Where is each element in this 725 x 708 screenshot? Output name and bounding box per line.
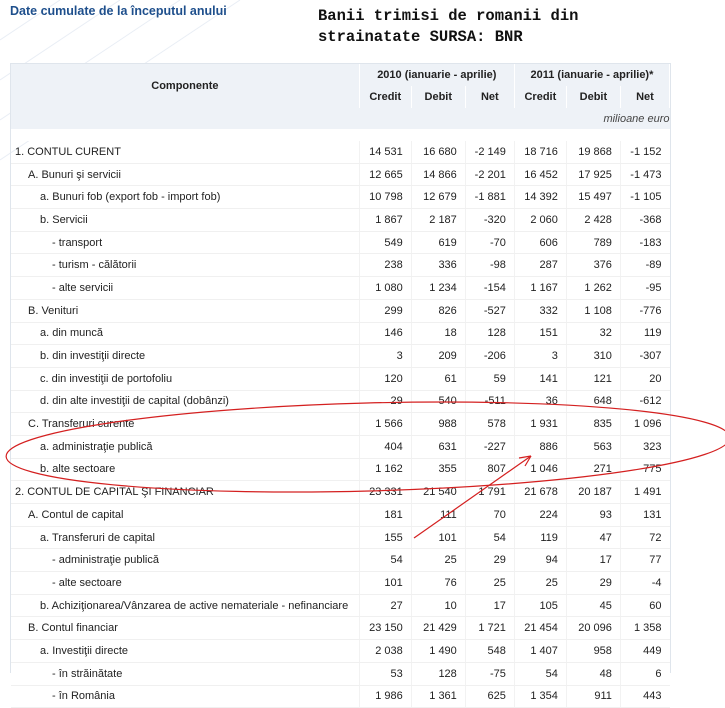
cell-credit-2010: 27: [359, 594, 411, 617]
cell-net-2011: 6: [620, 662, 669, 685]
cell-credit-2011: 606: [514, 231, 566, 254]
cell-net-2010: 128: [465, 322, 514, 345]
table-row: [11, 345, 670, 368]
table-row: [11, 617, 670, 640]
table-row: [11, 662, 670, 685]
cell-credit-2011: 14 392: [514, 186, 566, 209]
cell-net-2010: 59: [465, 367, 514, 390]
cell-net-2010: 1 791: [465, 481, 514, 504]
row-label: A. Contul de capital: [11, 504, 359, 527]
cell-net-2011: 60: [620, 594, 669, 617]
balance-of-payments-table: [11, 64, 670, 708]
row-label: - în România: [11, 685, 359, 708]
cell-debit-2010: 1 234: [411, 277, 465, 300]
cell-credit-2011: 21 678: [514, 481, 566, 504]
row-label: 2. CONTUL DE CAPITAL ŞI FINANCIAR: [11, 481, 359, 504]
cell-net-2010: 578: [465, 413, 514, 436]
row-label: b. Achiziţionarea/Vânzarea de active nemateriale - nefinanciare: [11, 594, 359, 617]
row-label: A. Bunuri şi servicii: [11, 163, 359, 186]
row-label: C. Transferuri curente: [11, 413, 359, 436]
header-net-2011: Net: [620, 86, 669, 108]
row-label: d. din alte investiţii de capital (dobânzi): [11, 390, 359, 413]
table-row: [11, 254, 670, 277]
cell-credit-2011: 1 167: [514, 277, 566, 300]
cell-net-2011: -183: [620, 231, 669, 254]
cell-credit-2011: 1 931: [514, 413, 566, 436]
row-label: 1. CONTUL CURENT: [11, 141, 359, 163]
header-row-periods: [11, 64, 670, 86]
cell-credit-2010: 181: [359, 504, 411, 527]
cell-credit-2011: 886: [514, 435, 566, 458]
cell-net-2010: -98: [465, 254, 514, 277]
cell-debit-2010: 355: [411, 458, 465, 481]
cell-debit-2011: 45: [566, 594, 620, 617]
cell-credit-2010: 155: [359, 526, 411, 549]
table-row: [11, 640, 670, 663]
cell-credit-2011: 224: [514, 504, 566, 527]
cell-credit-2010: 12 665: [359, 163, 411, 186]
table-row: [11, 413, 670, 436]
cell-net-2010: -227: [465, 435, 514, 458]
cell-debit-2011: 958: [566, 640, 620, 663]
table-body: [11, 141, 670, 708]
cell-net-2010: -75: [465, 662, 514, 685]
row-label: - alte sectoare: [11, 572, 359, 595]
cell-debit-2010: 101: [411, 526, 465, 549]
cell-debit-2011: 1 262: [566, 277, 620, 300]
cell-net-2011: 1 491: [620, 481, 669, 504]
cell-credit-2011: 2 060: [514, 209, 566, 232]
table-row: [11, 231, 670, 254]
row-label: a. administraţie publică: [11, 435, 359, 458]
cell-debit-2011: 376: [566, 254, 620, 277]
cell-debit-2010: 2 187: [411, 209, 465, 232]
row-label: B. Contul financiar: [11, 617, 359, 640]
cell-net-2010: -70: [465, 231, 514, 254]
cell-net-2011: -1 152: [620, 141, 669, 163]
cell-net-2010: 29: [465, 549, 514, 572]
cell-debit-2010: 18: [411, 322, 465, 345]
cell-debit-2010: 61: [411, 367, 465, 390]
table-row: [11, 186, 670, 209]
cell-debit-2011: 121: [566, 367, 620, 390]
cell-debit-2010: 128: [411, 662, 465, 685]
cell-net-2011: 1 096: [620, 413, 669, 436]
table-frame-right: [670, 63, 671, 673]
row-label: - administraţie publică: [11, 549, 359, 572]
cell-credit-2010: 1 162: [359, 458, 411, 481]
cell-debit-2010: 631: [411, 435, 465, 458]
cell-credit-2010: 23 331: [359, 481, 411, 504]
cell-debit-2010: 826: [411, 299, 465, 322]
cell-credit-2010: 3: [359, 345, 411, 368]
cell-debit-2011: 563: [566, 435, 620, 458]
cell-credit-2011: 16 452: [514, 163, 566, 186]
header-debit-2010: Debit: [411, 86, 465, 108]
note-line-1: Banii trimisi de romanii din: [318, 7, 579, 25]
header-debit-2011: Debit: [566, 86, 620, 108]
row-label: - în străinătate: [11, 662, 359, 685]
page-title: Date cumulate de la începutul anului: [10, 4, 227, 18]
cell-debit-2011: 19 868: [566, 141, 620, 163]
cell-debit-2011: 48: [566, 662, 620, 685]
cell-credit-2011: 287: [514, 254, 566, 277]
cell-net-2011: -368: [620, 209, 669, 232]
cell-debit-2011: 648: [566, 390, 620, 413]
row-label: - alte servicii: [11, 277, 359, 300]
cell-debit-2010: 1 361: [411, 685, 465, 708]
cell-net-2011: -776: [620, 299, 669, 322]
cell-net-2011: 119: [620, 322, 669, 345]
cell-credit-2011: 151: [514, 322, 566, 345]
table-row: [11, 163, 670, 186]
note-line-2: strainatate SURSA: BNR: [318, 28, 523, 46]
cell-credit-2011: 25: [514, 572, 566, 595]
cell-credit-2010: 1 566: [359, 413, 411, 436]
unit-row: [11, 108, 670, 129]
cell-debit-2010: 988: [411, 413, 465, 436]
cell-credit-2010: 146: [359, 322, 411, 345]
cell-credit-2011: 36: [514, 390, 566, 413]
cell-debit-2010: 14 866: [411, 163, 465, 186]
cell-credit-2011: 332: [514, 299, 566, 322]
cell-credit-2010: 101: [359, 572, 411, 595]
cell-net-2010: 625: [465, 685, 514, 708]
table-row: [11, 458, 670, 481]
row-label: - turism - călătorii: [11, 254, 359, 277]
cell-credit-2011: 105: [514, 594, 566, 617]
cell-credit-2010: 1 867: [359, 209, 411, 232]
cell-credit-2011: 119: [514, 526, 566, 549]
cell-net-2010: 807: [465, 458, 514, 481]
cell-credit-2010: 238: [359, 254, 411, 277]
cell-credit-2010: 120: [359, 367, 411, 390]
row-label: b. Servicii: [11, 209, 359, 232]
cell-net-2011: 20: [620, 367, 669, 390]
cell-debit-2011: 310: [566, 345, 620, 368]
cell-credit-2010: 10 798: [359, 186, 411, 209]
cell-debit-2011: 17: [566, 549, 620, 572]
cell-debit-2010: 21 540: [411, 481, 465, 504]
cell-net-2010: -320: [465, 209, 514, 232]
cell-credit-2011: 141: [514, 367, 566, 390]
cell-debit-2011: 271: [566, 458, 620, 481]
table-row: [11, 594, 670, 617]
table-row: [11, 367, 670, 390]
header-period-2010: 2010 (ianuarie - aprilie): [359, 64, 514, 86]
table-row: [11, 390, 670, 413]
table-row: [11, 322, 670, 345]
table-row: [11, 549, 670, 572]
cell-credit-2011: 18 716: [514, 141, 566, 163]
cell-debit-2011: 32: [566, 322, 620, 345]
cell-net-2010: -2 149: [465, 141, 514, 163]
cell-credit-2010: 2 038: [359, 640, 411, 663]
table-row: [11, 141, 670, 163]
cell-debit-2010: 12 679: [411, 186, 465, 209]
cell-net-2011: 77: [620, 549, 669, 572]
cell-debit-2011: 911: [566, 685, 620, 708]
cell-net-2010: -527: [465, 299, 514, 322]
table-row: [11, 685, 670, 708]
cell-net-2010: -511: [465, 390, 514, 413]
cell-net-2011: 72: [620, 526, 669, 549]
cell-debit-2011: 15 497: [566, 186, 620, 209]
header-componente: Componente: [11, 64, 359, 108]
cell-net-2011: -612: [620, 390, 669, 413]
cell-credit-2010: 23 150: [359, 617, 411, 640]
table-row: [11, 209, 670, 232]
cell-net-2010: -206: [465, 345, 514, 368]
cell-net-2011: 775: [620, 458, 669, 481]
table-row: [11, 435, 670, 458]
cell-net-2010: -2 201: [465, 163, 514, 186]
cell-debit-2011: 47: [566, 526, 620, 549]
cell-credit-2010: 1 986: [359, 685, 411, 708]
cell-net-2011: 443: [620, 685, 669, 708]
table-row: [11, 277, 670, 300]
cell-debit-2010: 540: [411, 390, 465, 413]
cell-credit-2010: 549: [359, 231, 411, 254]
cell-net-2011: 449: [620, 640, 669, 663]
cell-debit-2010: 16 680: [411, 141, 465, 163]
table-row: [11, 481, 670, 504]
table-row: [11, 504, 670, 527]
cell-debit-2010: 1 490: [411, 640, 465, 663]
header-period-2011: 2011 (ianuarie - aprilie)*: [514, 64, 669, 86]
cell-debit-2011: 20 096: [566, 617, 620, 640]
cell-debit-2011: 29: [566, 572, 620, 595]
cell-credit-2011: 94: [514, 549, 566, 572]
unit-label: milioane euro: [11, 108, 670, 129]
cell-net-2010: -154: [465, 277, 514, 300]
cell-debit-2010: 25: [411, 549, 465, 572]
cell-debit-2010: 619: [411, 231, 465, 254]
cell-net-2011: 323: [620, 435, 669, 458]
cell-net-2011: -1 105: [620, 186, 669, 209]
cell-net-2010: 25: [465, 572, 514, 595]
header-net-2010: Net: [465, 86, 514, 108]
cell-debit-2011: 1 108: [566, 299, 620, 322]
row-label: a. Investiţii directe: [11, 640, 359, 663]
table-row: [11, 526, 670, 549]
table-row: [11, 572, 670, 595]
cell-debit-2011: 20 187: [566, 481, 620, 504]
cell-credit-2010: 1 080: [359, 277, 411, 300]
cell-net-2010: 70: [465, 504, 514, 527]
row-label: B. Venituri: [11, 299, 359, 322]
cell-net-2011: 1 358: [620, 617, 669, 640]
cell-credit-2010: 14 531: [359, 141, 411, 163]
cell-net-2011: -307: [620, 345, 669, 368]
cell-debit-2010: 111: [411, 504, 465, 527]
cell-net-2010: 54: [465, 526, 514, 549]
cell-credit-2010: 29: [359, 390, 411, 413]
spacer-row: [11, 129, 670, 141]
cell-net-2011: -89: [620, 254, 669, 277]
cell-net-2010: 17: [465, 594, 514, 617]
cell-net-2011: 131: [620, 504, 669, 527]
row-label: a. Transferuri de capital: [11, 526, 359, 549]
header-credit-2011: Credit: [514, 86, 566, 108]
cell-debit-2011: 2 428: [566, 209, 620, 232]
cell-credit-2011: 3: [514, 345, 566, 368]
cell-debit-2010: 336: [411, 254, 465, 277]
cell-debit-2010: 10: [411, 594, 465, 617]
cell-debit-2011: 789: [566, 231, 620, 254]
cell-credit-2010: 54: [359, 549, 411, 572]
row-label: b. din investiţii directe: [11, 345, 359, 368]
cell-debit-2010: 209: [411, 345, 465, 368]
cell-credit-2011: 1 354: [514, 685, 566, 708]
cell-debit-2011: 93: [566, 504, 620, 527]
cell-net-2010: -1 881: [465, 186, 514, 209]
annotation-note: [318, 6, 578, 48]
cell-credit-2011: 1 046: [514, 458, 566, 481]
cell-credit-2010: 53: [359, 662, 411, 685]
row-label: a. Bunuri fob (export fob - import fob): [11, 186, 359, 209]
row-label: c. din investiţii de portofoliu: [11, 367, 359, 390]
cell-debit-2010: 21 429: [411, 617, 465, 640]
row-label: b. alte sectoare: [11, 458, 359, 481]
cell-credit-2010: 404: [359, 435, 411, 458]
cell-credit-2011: 21 454: [514, 617, 566, 640]
cell-net-2010: 1 721: [465, 617, 514, 640]
cell-net-2011: -1 473: [620, 163, 669, 186]
table-row: [11, 299, 670, 322]
cell-credit-2011: 1 407: [514, 640, 566, 663]
cell-credit-2011: 54: [514, 662, 566, 685]
cell-debit-2011: 835: [566, 413, 620, 436]
cell-credit-2010: 299: [359, 299, 411, 322]
cell-net-2011: -4: [620, 572, 669, 595]
row-label: - transport: [11, 231, 359, 254]
cell-debit-2011: 17 925: [566, 163, 620, 186]
cell-net-2010: 548: [465, 640, 514, 663]
cell-debit-2010: 76: [411, 572, 465, 595]
header-credit-2010: Credit: [359, 86, 411, 108]
row-label: a. din muncă: [11, 322, 359, 345]
cell-net-2011: -95: [620, 277, 669, 300]
